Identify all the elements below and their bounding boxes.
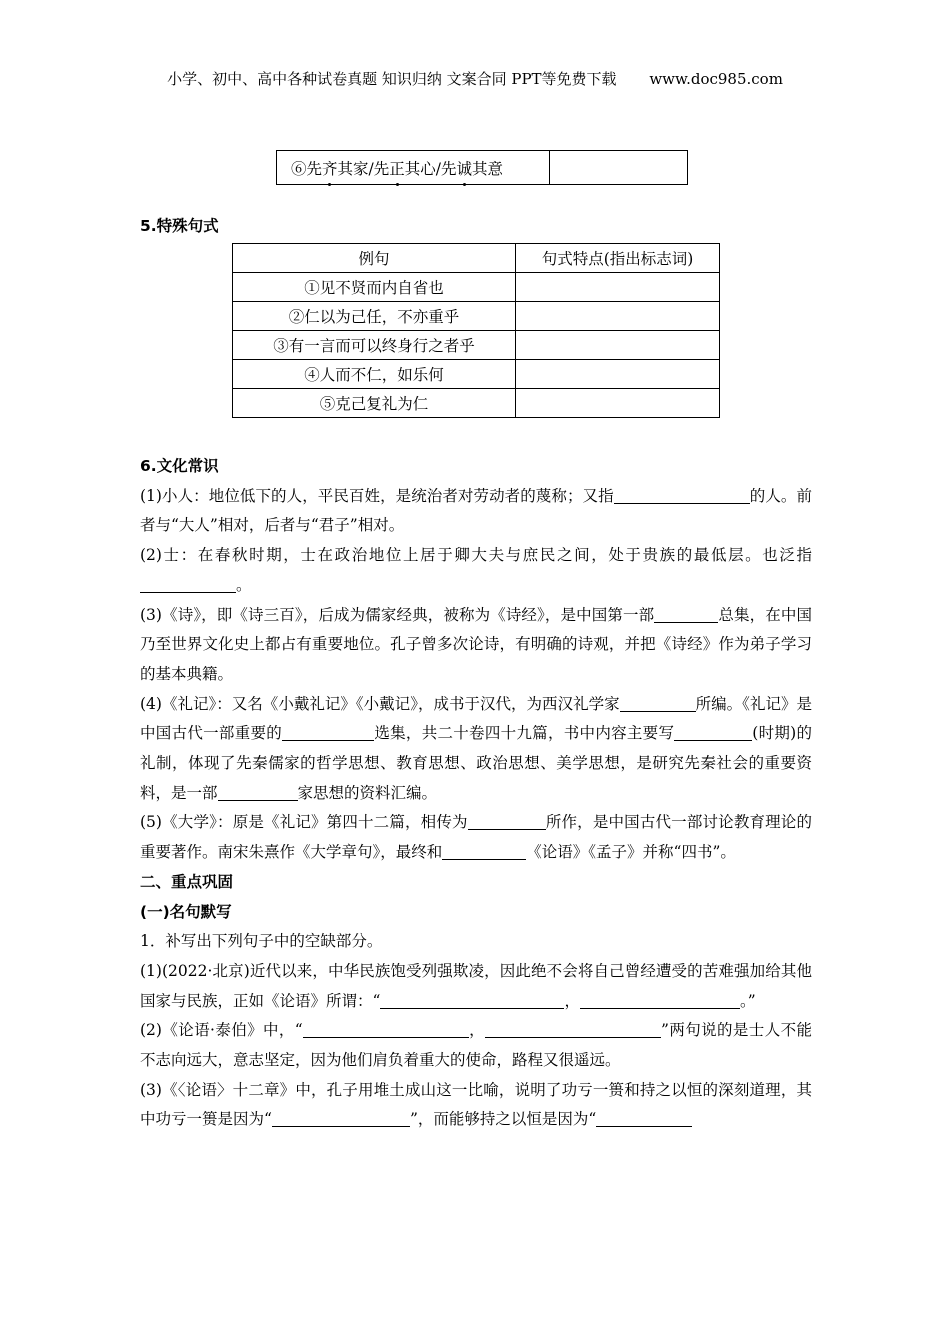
- answer-blank[interactable]: [218, 784, 298, 801]
- emphasis-char: 正: [389, 157, 405, 179]
- table-cell: ①见不贤而内自省也: [233, 273, 516, 302]
- table-row: [233, 389, 720, 418]
- table-cell: ⑤克己复礼为仁: [233, 389, 516, 418]
- table-cell-answer[interactable]: [516, 273, 720, 302]
- part-2-subtitle: (一)名句默写: [140, 902, 232, 921]
- document-body: [140, 452, 812, 1135]
- culture-item-2: (2)士：在春秋时期，士在政治地位上居于卿大夫与庶民之间，处于贵族的最低层。也泛指。: [140, 546, 812, 594]
- sub-question-3: (3)《〈论语〉十二章》中，孔子用堆土成山这一比喻，说明了功亏一篑和持之以恒的深刻道理，其中功亏一篑是因为“ ”，而能够持之以恒是因为“: [140, 1080, 812, 1129]
- answer-blank[interactable]: [614, 487, 750, 504]
- section-6-title: 6.文化常识: [140, 457, 219, 475]
- sub-question-1: (1)(2022·北京)近代以来，中华民族饱受列强欺凌，因此绝不会将自己曾经遭受的苦难强加给其他国家与民族，正如《论语》所谓：“ ， 。”: [140, 961, 812, 1010]
- answer-blank[interactable]: [674, 725, 752, 742]
- table-row: [277, 151, 688, 185]
- sub-question-2: (2)《论语·泰伯》中，“ ， ”两句说的是士人不能不志向远大，意志坚定，因为他们肩负着重大的使命，路程又很遥远。: [140, 1021, 812, 1070]
- table-cell-answer[interactable]: [516, 389, 720, 418]
- table-cell: ④人而不仁，如乐何: [233, 360, 516, 389]
- answer-blank[interactable]: [140, 576, 236, 593]
- header-text: 小学、初中、高中各种试卷真题 知识归纳 文案合同 PPT等免费下载: [167, 70, 617, 88]
- table-cell-answer[interactable]: [516, 360, 720, 389]
- answer-blank[interactable]: [620, 695, 696, 712]
- answer-blank[interactable]: [580, 992, 740, 1009]
- table-sentence-patterns: [232, 243, 720, 418]
- column-header: 句式特点(指出标志词): [516, 244, 720, 273]
- culture-item-3: (3)《诗》，即《诗三百》，后成为儒家经典，被称为《诗经》，是中国第一部 总集，在中国乃至世界文化史上都占有重要地位。孔子曾多次论诗，有明确的诗观，并把《诗经》作为弟子学习的基本典籍。: [140, 605, 812, 683]
- answer-blank[interactable]: [485, 1022, 661, 1039]
- emphasis-char: 齐: [322, 157, 338, 179]
- culture-item-4: (4)《礼记》：又名《小戴礼记》《小戴记》，成书于汉代，为西汉礼学家 所编。《礼记》是中国古代一部重要的 选集，共二十卷四十九篇，书中内容主要写 (时期)的礼制，体现了先秦儒家的哲学思想、教育思想、政治思想、美学思想，是研究先秦社会的重要资料，是一部 家思想的资料汇编。: [140, 694, 812, 802]
- answer-blank[interactable]: [442, 844, 526, 861]
- table-cell-answer[interactable]: [550, 151, 688, 185]
- answer-blank[interactable]: [380, 992, 564, 1009]
- table-cell: ③有一言而可以终身行之者乎: [233, 331, 516, 360]
- table-header-row: [233, 244, 720, 273]
- answer-blank[interactable]: [468, 814, 546, 831]
- table-row: [233, 331, 720, 360]
- answer-blank[interactable]: [282, 725, 374, 742]
- table-row: [233, 360, 720, 389]
- answer-blank[interactable]: [654, 606, 718, 623]
- answer-blank[interactable]: [303, 1022, 469, 1039]
- culture-item-5: (5)《大学》：原是《礼记》第四十二篇，相传为 所作，是中国古代一部讨论教育理论的重要著作。南宋朱熹作《大学章句》，最终和 《论语》《孟子》并称“四书”。: [140, 813, 812, 862]
- table-cell-answer[interactable]: [516, 302, 720, 331]
- page-header: [0, 68, 950, 89]
- table-cell-sentence: ⑥先齐其家/先正其心/先诚其意: [277, 151, 550, 185]
- question-1: 1．补写出下列句子中的空缺部分。: [140, 932, 383, 951]
- emphasis-char: 诚: [457, 157, 473, 179]
- answer-blank[interactable]: [272, 1111, 410, 1128]
- section-5-title: 5.特殊句式: [140, 217, 219, 235]
- table-row: [233, 273, 720, 302]
- column-header: 例句: [233, 244, 516, 273]
- table-cell: ②仁以为己任，不亦重乎: [233, 302, 516, 331]
- table-row: [233, 302, 720, 331]
- culture-item-1: (1)小人：地位低下的人，平民百姓，是统治者对劳动者的蔑称；又指 的人。前者与“大人”相对，后者与“君子”相对。: [140, 486, 812, 535]
- part-2-title: 二、重点巩固: [140, 872, 234, 891]
- table-cell-answer[interactable]: [516, 331, 720, 360]
- header-url[interactable]: www.doc985.com: [649, 70, 783, 88]
- table-top: [276, 150, 688, 185]
- answer-blank[interactable]: [596, 1111, 692, 1128]
